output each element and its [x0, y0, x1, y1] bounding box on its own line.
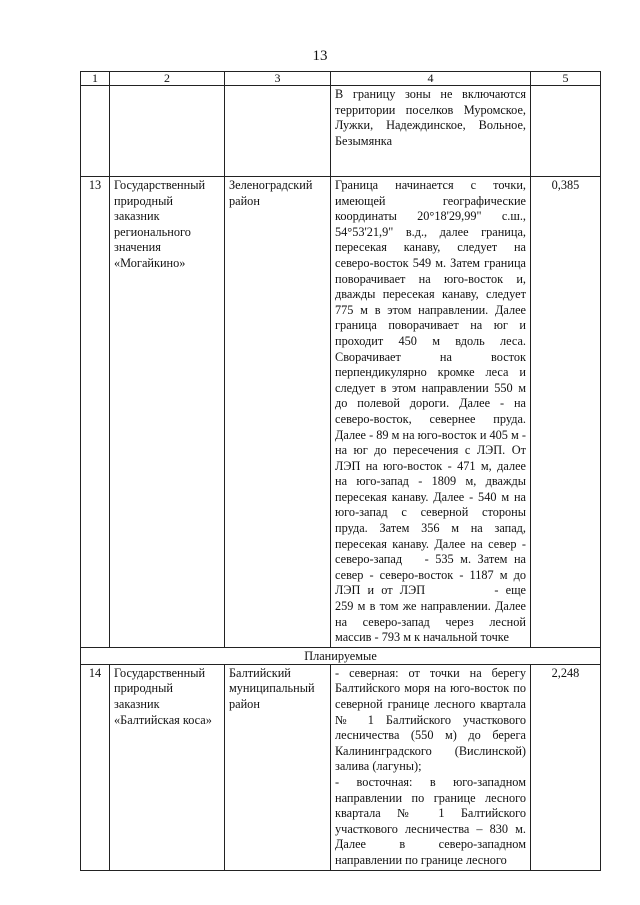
cell-num — [81, 86, 110, 177]
description-text: - еще 259 м в том же направлении. Далее на северо-запад через лесной массив - 793 м к начальной точке — [335, 583, 527, 645]
cell-num: 14 — [81, 664, 110, 870]
table-row-continuation — [81, 86, 601, 177]
cell-name — [110, 86, 225, 177]
cell-name: Государственный природный заказник регионального значения «Могайкино» — [110, 177, 225, 648]
column-number-1: 1 — [81, 72, 110, 86]
cell-area: 2,248 — [531, 664, 601, 870]
cell-district: Балтийский муниципальный район — [225, 664, 331, 870]
column-number-4: 4 — [331, 72, 531, 86]
section-label: Планируемые — [81, 647, 601, 664]
cell-district — [225, 86, 331, 177]
cell-num: 13 — [81, 177, 110, 648]
column-number-2: 2 — [110, 72, 225, 86]
page-number: 13 — [312, 48, 328, 64]
section-row — [81, 647, 601, 664]
description-text: - северная: от точки на берегу Балтийского моря на юго-восток по северной границе лесного квартала № 1 Балтийского участкового лесничества (550 м) до берега Калининградского (Вислинской) залива (лагуны); — [335, 665, 526, 774]
table-row-13 — [81, 177, 601, 648]
column-number-3: 3 — [225, 72, 331, 86]
cell-name: Государственный природный заказник «Балтийская коса» — [110, 664, 225, 870]
cell-area — [531, 86, 601, 177]
table-row-14 — [81, 664, 601, 870]
cell-description — [331, 177, 531, 648]
protected-areas-table — [80, 71, 601, 871]
cell-area: 0,385 — [531, 177, 601, 648]
column-number-5: 5 — [531, 72, 601, 86]
column-number-row — [81, 72, 601, 86]
description-text: Граница начинается с точки, имеющей географические координаты 20°18'29,99" с.ш., 54°53'21,9" в.д., далее граница, пересекая канаву, следует на северо-восток 549 м. Затем граница поворачивает на юго-восток и, дважды пересекая канаву, следует 775 м в этом направлении. Далее граница поворачивает на юг и проходит 450 м вдоль леса. Сворачивает на восток перпендикулярно кромке леса и следует в этом направлении 550 м до полевой дороги. Далее - на северо-восток, севернее пруда. Далее - 89 м на юго-восток и 405 м - на юг до пересечения с ЛЭП. От ЛЭП на юго-восток - 471 м, далее на юго-запад - 1809 м, дважды пересекая канаву. Далее - 540 м на юго-запад с северной стороны пруда. Затем 356 м на запад, пересекая канаву. Далее на север - северо-запад — [335, 178, 526, 567]
description-text: - восточная: в юго-западном направлении по границе лесного квартала № 1 Балтийского участкового лесничества – 830 м. Далее в северо-западном направлении по границе лесного — [335, 774, 526, 867]
cell-district: Зеленоградский район — [225, 177, 331, 648]
cell-description — [331, 664, 531, 870]
cell-description: В границу зоны не включаются территории поселков Муромское, Лужки, Надеждинское, Вольное, Безымянка — [331, 86, 531, 177]
description-text: - 535 м. Затем на север - северо-восток - 1187 м до ЛЭП и от ЛЭП — [335, 552, 526, 598]
